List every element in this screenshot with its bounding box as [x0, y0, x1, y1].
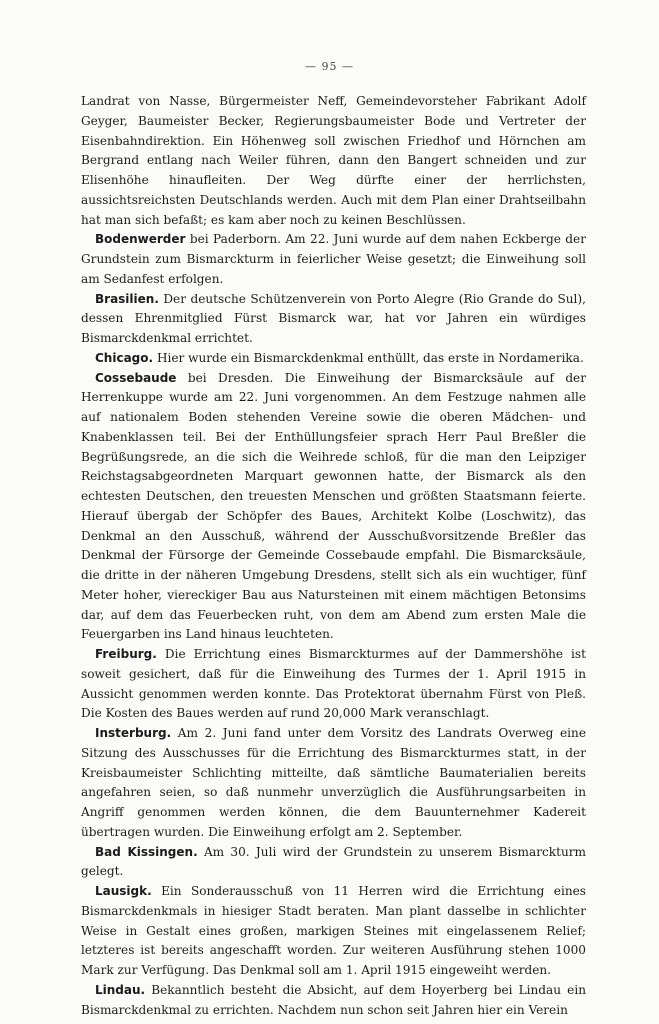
entry-body: Am 30. Juli wird der Grundstein zu unserem Bismarckturm gelegt. [81, 844, 586, 879]
entry-heading: Lausigk. [95, 884, 152, 898]
entry-cossebaude [81, 369, 586, 646]
entry-freiburg [81, 645, 586, 724]
entry-body: Am 2. Juni fand unter dem Vorsitz des Landrats Overweg eine Sitzung des Ausschusses für die Errichtung des Bismarckturmes statt, in der Kreisbaumeister Schlichting mitteilte, daß sämtliche Baumaterialien bereits angefahren seien, so daß nunmehr unverzüglich die Ausführungsarbeiten in Angriff genommen werden können, die dem Bauunternehmer Kadereit übertragen wurden. Die Einweihung erfolgt am 2. September. [81, 726, 586, 839]
entry-heading: Bodenwerder [95, 232, 186, 247]
article-text [81, 92, 586, 1020]
entry-body: Der deutsche Schützenverein von Porto Alegre (Rio Grande do Sul), dessen Ehrenmitglied Fürst Bismarck war, hat vor Jahren ein würdiges Bismarckdenkmal errichtet. [81, 291, 586, 345]
page-number: — 95 — [305, 60, 354, 73]
entry-bodenwerder [81, 230, 586, 289]
entry-body: bei Dresden. Die Einweihung der Bismarcksäule auf der Herrenkuppe wurde am 22. Juni vorgenommen. An dem Festzuge nahmen alle auf nationalem Boden stehenden Vereine sowie die oberen Mädchen- und Knabenklassen teil. Bei der Enthüllungsfeier sprach Herr Paul Breßler die Begrüßungsrede, an die sich die Weihrede schloß, für die man den Leipziger Reichstagsabgeordneten Marquart gewonnen hatte, der Bismarck als den echtesten Deutschen, den treuesten Menschen und größten Staatsmann feierte. Hierauf übergab der Schöpfer des Baues, Architekt Kolbe (Loschwitz), das Denkmal an den Ausschuß, während der Ausschußvorsitzende Breßler das Denkmal der Fürsorge der Gemeinde Cossebaude empfahl. Die Bismarcksäule, die dritte in der näheren Umgebung Dresdens, stellt sich als ein wuchtiger, fünf Meter hoher, viereckiger Bau aus Natursteinen mit einem mächtigen Betonsims dar, auf dem das Feuerbecken ruht, von dem am Abend zum ersten Male die Feuergarben ins Land hinaus leuchteten. [81, 370, 586, 642]
entry-body: bei Paderborn. Am 22. Juni wurde auf dem nahen Eckberge der Grundstein zum Bismarckturm in feierlicher Weise gesetzt; die Einweihung soll am Sedanfest erfolgen. [81, 232, 586, 286]
entry-lindau [81, 981, 586, 1021]
entry-body: Die Errichtung eines Bismarckturmes auf der Dammershöhe ist soweit gesichert, daß für die Einweihung des Turmes der 1. April 1915 in Aussicht genommen werden konnte. Das Protektorat übernahm Fürst von Pleß. Die Kosten des Baues werden auf rund 20,000 Mark veranschlagt. [81, 647, 586, 721]
entry-body: Ein Sonderausschuß von 11 Herren wird die Errichtung eines Bismarckdenkmals in hiesiger Stadt beraten. Man plant dasselbe in schlichter Weise in Gestalt eines großen, markigen Steines mit eingelassenem Relief; letzteres ist bereits angeschafft worden. Zur weiteren Ausführung stehen 1000 Mark zur Verfügung. Das Denkmal soll am 1. April 1915 eingeweiht werden. [81, 884, 586, 977]
entry-heading: Freiburg. [95, 647, 157, 661]
entry-heading: Bad Kissingen. [95, 844, 198, 859]
entry-heading: Brasilien. [95, 291, 159, 306]
entry-bad-kissingen [81, 843, 586, 883]
entry-body: Hier wurde ein Bismarckdenkmal enthüllt, das erste in Nordamerika. [156, 350, 584, 365]
entry-heading: Chicago. [95, 350, 154, 365]
entry-heading: Lindau. [95, 982, 146, 997]
entry-body: Landrat von Nasse, Bürgermeister Neff, Gemeindevorsteher Fabrikant Adolf Geyger, Baumeister Becker, Regierungsbaumeister Bode und Vertreter der Eisenbahndirektion. Ein Höhenweg soll zwischen Friedhof und Hörnchen am Bergrand entlang nach Weiler führen, dann den Bangert schneiden und zur Elisenhöhe hinaufleiten. Der Weg dürfte einer der herrlichsten, aussichtsreichsten Deutschlands werden. Auch mit dem Plan einer Drahtseilbahn hat man sich befaßt; es kam aber noch zu keinen Beschlüssen. [81, 94, 586, 227]
entry-insterburg [81, 724, 586, 843]
entry-continuation [81, 92, 586, 230]
entry-heading: Insterburg. [95, 726, 172, 740]
entry-heading: Cossebaude [95, 370, 177, 385]
entry-lausigk [81, 882, 586, 981]
entry-brasilien [81, 290, 586, 349]
entry-chicago [81, 349, 586, 369]
entry-body: Bekanntlich besteht die Absicht, auf dem Hoyerberg bei Lindau ein Bismarckdenkmal zu errichten. Nachdem nun schon seit Jahren hier ein Verein [81, 982, 586, 1017]
